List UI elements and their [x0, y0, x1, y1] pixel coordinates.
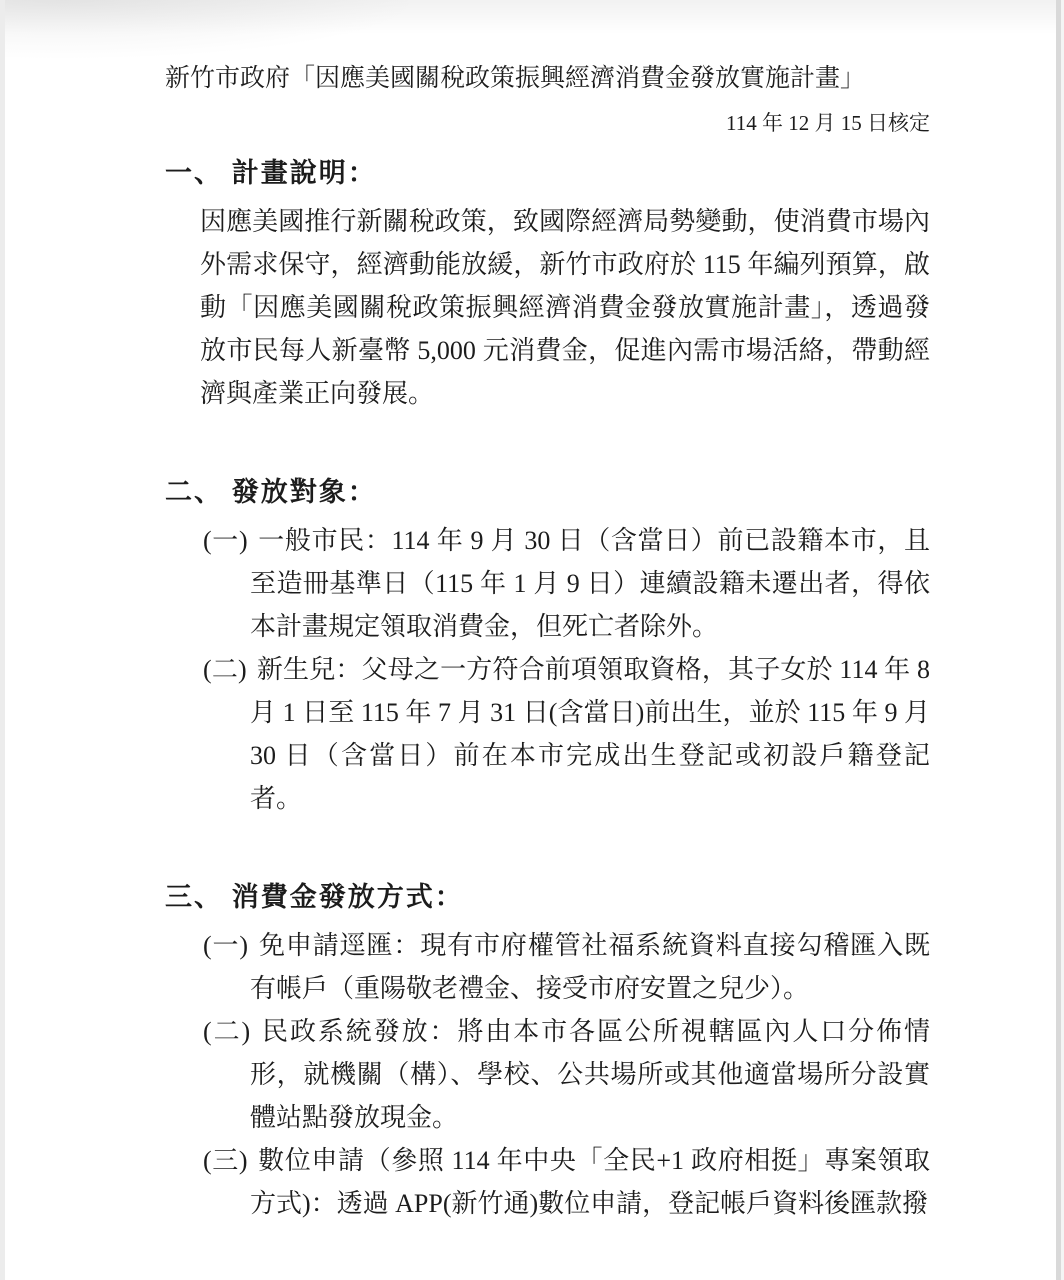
distribution-methods-list: [165, 924, 930, 1225]
list-item-civil-affairs-distribution: [203, 1010, 930, 1139]
item-label: (三): [203, 1146, 248, 1175]
section-distribution-methods: [165, 876, 930, 1225]
section-heading-3: 三、 消費金發放方式：: [165, 882, 464, 912]
item-text: 新生兒：父母之一方符合前項領取資格，其子女於 114 年 8 月 1 日至 115 年 7 月 31 日(含當日)前出生，並於 115 年 9 月 30 日（含當日）前在本市完成出生登記或初設戶籍登記者。: [250, 655, 930, 813]
item-text: 數位申請（參照 114 年中央「全民+1 政府相挺」專案領取方式)：透過 APP(新竹通)數位申請，登記帳戶資料後匯款撥: [250, 1146, 930, 1218]
section-eligible-recipients: [165, 471, 930, 820]
list-item-digital-application: [203, 1139, 930, 1225]
list-item-direct-remittance: [203, 924, 930, 1010]
section-heading-2: 二、 發放對象：: [165, 477, 377, 507]
item-text: 一般市民：114 年 9 月 30 日（含當日）前已設籍本市，且至造冊基準日（115 年 1 月 9 日）連續設籍未遷出者，得依本計畫規定領取消費金，但死亡者除外。: [250, 526, 930, 641]
list-item-newborns: [203, 648, 930, 820]
item-label: (二): [203, 1017, 251, 1046]
section-plan-description: [165, 152, 930, 415]
item-label: (一): [203, 931, 249, 960]
item-label: (一): [203, 526, 248, 555]
item-text: 免申請逕匯：現有市府權管社福系統資料直接勾稽匯入既有帳戶（重陽敬老禮金、接受市府安置之兒少）。: [250, 931, 930, 1003]
list-item-general-citizens: [203, 519, 930, 648]
plan-description-paragraph: 因應美國推行新關稅政策，致國際經濟局勢變動，使消費市場內外需求保守，經濟動能放緩，新竹市政府於 115 年編列預算，啟動「因應美國關稅政策振興經濟消費金發放實施計畫」，透過發放市民每人新臺幣 5,000 元消費金，促進內需市場活絡，帶動經濟與產業正向發展。: [200, 207, 930, 408]
document-title: 新竹市政府「因應美國關稅政策振興經濟消費金發放實施計畫」: [165, 65, 866, 92]
recipients-list: [165, 519, 930, 820]
item-label: (二): [203, 655, 247, 684]
item-text: 民政系統發放：將由本市各區公所視轄區內人口分佈情形，就機關（構）、學校、公共場所或其他適當場所分設實體站點發放現金。: [250, 1017, 930, 1132]
approval-date: 114 年 12 月 15 日核定: [726, 111, 930, 135]
section-heading-1: 一、 計畫說明：: [165, 158, 377, 188]
